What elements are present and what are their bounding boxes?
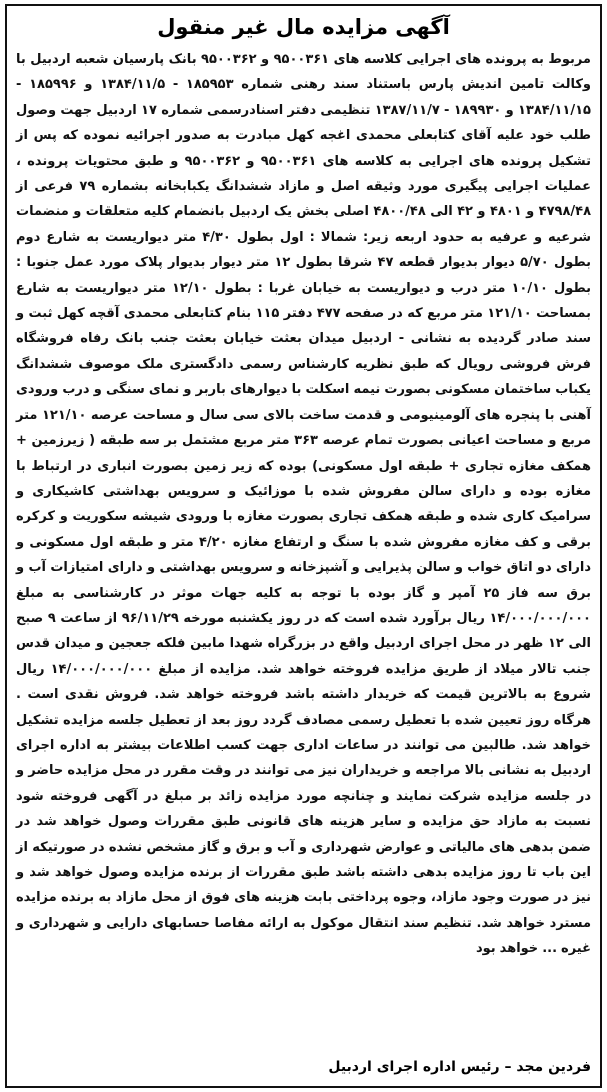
notice-title: آگهی مزایده مال غیر منقول xyxy=(157,15,450,39)
notice-frame xyxy=(5,4,602,1088)
notice-signature: فردین مجد – رئیس اداره اجرای اردبیل xyxy=(328,1059,591,1075)
notice-body: مربوط به پرونده های اجرایی کلاسه های ۹۵۰۰۳۶۱ و ۹۵۰۰۳۶۲ بانک پارسیان شعبه اردبیل با وکالت تامین اندیش پارس باستناد سند رهنی شماره ۱۸۵۹۵۳ - ۱۳۸۴/۱۱/۵ و ۱۸۵۹۹۶ - ۱۳۸۴/۱۱/۱۵ و ۱۸۹۹۳۰ - ۱۳۸۷/۱۱/۷ تنظیمی دفتر اسنادرسمی شماره ۱۷ اردبیل جهت وصول طلب خود علیه آقای کتابعلی محمدی اغجه کهل مبادرت به صدور اجرائیه نموده که پس از تشکیل پرونده های اجرایی به کلاسه های ۹۵۰۰۳۶۱ و ۹۵۰۰۳۶۲ و طبق محتویات پرونده ، عملیات اجرایی پیگیری مورد وثیقه اصل و مازاد ششدانگ یکبابخانه بشماره ۷۹ فرعی از ۴۷۹۸/۴۸ و ۴۸۰۱ و ۴۲ الی ۴۸۰۰/۴۸ اصلی بخش یک اردبیل بانضمام کلیه متعلقات و منضمات شرعیه و عرفیه به حدود اربعه زیر: شمالا : اول بطول ۴/۳۰ متر دیواریست به شارع دوم بطول ۵/۷۰ دیوار بدیوار قطعه ۴۷ شرقا بطول ۱۲ متر دیوار بدیوار پلاک مورد عمل جنوبا : بطول ۱۰/۱۰ متر درب و دیواریست به خیابان غربا : بطول ۱۲/۱۰ متر دیواریست به شارع بمساحت ۱۲۱/۱۰ متر مربع که در صفحه ۴۷۷ دفتر ۱۱۵ بنام کتابعلی محمدی آقچه کهل ثبت و سند صادر گردیده به نشانی - اردبیل میدان بعثت خیابان بعثت جنب بانک رفاه فروشگاه فرش فروشی رویال که طبق نظریه کارشناس رسمی دادگستری ملک موصوف ششدانگ یکباب ساختمان مسکونی بصورت نیمه اسکلت با دیوارهای باربر و نمای سنگی و درب ورودی آهنی با پنجره های آلومینیومی و قدمت ساخت بالای سی سال و مساحت عرصه ۱۲۱/۱۰ متر مربع و مساحت اعیانی بصورت تمام عرصه ۳۶۳ متر مربع مشتمل بر سه طبقه ( زیرزمین + همکف مغازه تجاری + طبقه اول مسکونی) بوده که زیر زمین بصورت انباری در ارتباط با مغازه بوده و دارای سالن مفروش شده با موزائیک و سرویس بهداشتی کاشیکاری و سرامیک کاری شده و طبقه همکف تجاری بصورت مغازه با ورودی شیشه سکوریت و کرکره برقی و کف مغازه مفروش شده با سنگ و ارتفاع مغازه ۴/۲۰ متر و طبقه اول مسکونی و دارای دو اتاق خواب و سالن پذیرایی و آشپزخانه و سرویس بهداشتی و دارای امتیازات آب و برق سه فاز ۲۵ آمپر و گاز بوده با توجه به کلیه جهات موثر در کارشناسی به مبلغ ۱۴/۰۰۰/۰۰۰/۰۰۰ ریال برآورد شده است که در روز یکشنبه مورخه ۹۶/۱۱/۲۹ از ساعت ۹ صبح الی ۱۲ ظهر در محل اجرای اردبیل واقع در بزرگراه شهدا مابین فلکه جعجین و میدان قدس جنب تالار میلاد از طریق مزایده فروخته خواهد شد. مزایده از مبلغ ۱۴/۰۰۰/۰۰۰/۰۰۰ ریال شروع به بالاترین قیمت که خریدار داشته باشد فروخته خواهد شد. فروش نقدی است . هرگاه روز تعیین شده با تعطیل رسمی مصادف گردد روز بعد از تعطیل جلسه مزایده تشکیل خواهد شد. طالبین می توانند در ساعات اداری جهت کسب اطلاعات بیشتر به اداره اجرای اردبیل به نشانی بالا مراجعه و خریداران نیز می توانند در وقت مقرر در محل مزایده حاضر و در جلسه مزایده شرکت نمایند و چنانچه مورد مزایده زائد بر مبلغ در آگهی فروخته شود نسبت به مازاد حق مزایده و سایر هزینه های قانونی طبق مقررات وصول خواهد شد در ضمن بدهی های مالیاتی و عوارض شهرداری و آب و برق و گاز مشخص نشده در صورتیکه از این باب تا روز مزایده بدهی داشته باشد طبق مقررات از برنده مزایده وصول خواهد شد و نیز در صورت وجود مازاد، وجوه پرداختی بابت هزینه های فوق از محل مازاد به برنده مزایده مسترد خواهد شد. تنظیم سند انتقال موکول به ارائه مفاصا حسابهای دارایی و شهرداری و غیره ... خواهد بود xyxy=(16,52,592,957)
